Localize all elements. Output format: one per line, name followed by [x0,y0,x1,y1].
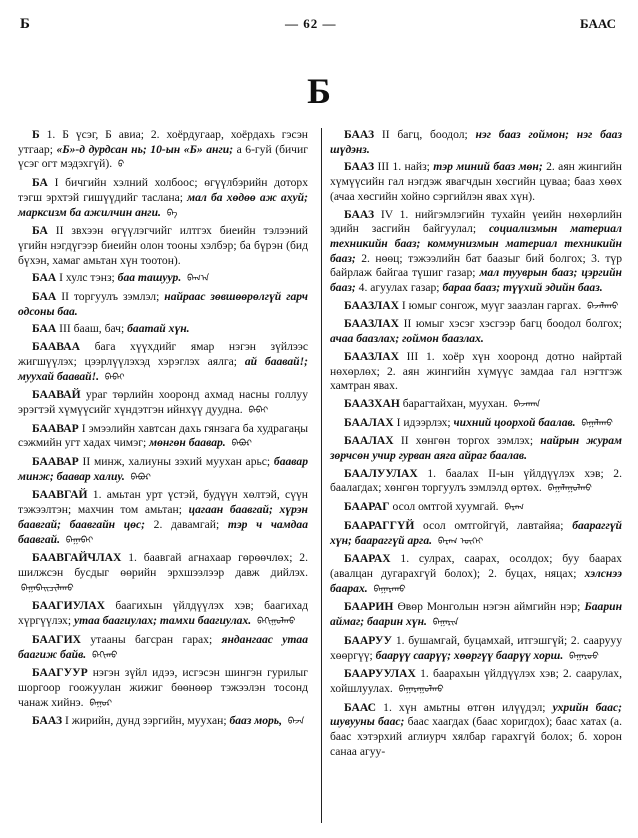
entry-example: тэр ч чамдаа баавгай. [18,517,308,546]
dictionary-entry [18,551,308,596]
dictionary-entry [18,176,308,221]
entry-headword: БААЛАХ [344,415,394,429]
entry-example: бааз морь, [229,714,282,728]
entry-definition: I идээрлэх; [396,415,451,429]
entry-definition: ураг төрлийн хооронд ахмад насны голлуу эрэгтэй хүмүүсийг хүндэтгэн ийнхүү дуудна. [18,388,308,416]
entry-headword: БААВАА [32,340,81,354]
entry-headword: БААЗ [32,714,63,728]
entry-definition: I эмээлийн хавтсан дахь гянзага ба худрагаңы сэжмийн угт хадах чимэг; [18,421,309,450]
entry-example: цагаан баавгай; хүрэн баавгай; баавгайн цөс; [18,503,308,531]
entry-definition-cont: 2. нөөц; тэжээлийн бат баазыг бий болгох; 3. түр байрлаж байгаа түшиг газар; [330,251,622,280]
entry-definition: III бааш, бач; [59,322,125,336]
entry-mongolian-script: ᠪᠠᠪᠠᠢ [104,372,125,383]
entry-mongolian-script: ᠪᠠᠭᠢᠬᠤ [92,650,118,661]
entry-mongolian-script: ᠪᠠᠭᠤᠷ [89,698,112,709]
entry-headword: БААС [344,700,377,714]
dictionary-entry [330,552,622,597]
entry-definition: бага хүүхдийг ямар нэгэн зүйлээс жигшүүлэх; цээрлүүлэхэд хэрэглэх аялга; [18,340,309,368]
entry-example: найрын журам зөрчсөн учир гурван аяга айраг баалав. [330,434,622,463]
dictionary-entry [330,299,622,315]
right-column [330,128,622,762]
entry-example: яндангаас утаа баагиж байв. [18,632,308,661]
entry-mongolian-script: ᠪᠠᠭᠠᠷᠢᠨ [432,618,459,629]
entry-example: тэр миний бааз мөн; [433,160,543,174]
dictionary-entry [18,290,308,319]
dictionary-entry [18,224,308,268]
entry-headword: БААРАГГҮЙ [344,518,415,532]
entry-definition-cont: 4. агуулах газар; [358,281,440,295]
entry-definition: 1. амьтан урт үстэй, будүүн хөлтэй, сүүн тэжээлтэн; махчин том амьтан; [18,488,308,517]
entry-example: ачаа баазлах; гоймон баазлах. [330,332,484,346]
entry-definition: II минж, халиуны зэхий муухан арьс; [82,455,271,469]
entry-definition: барагтайхан, муухан. [402,396,508,410]
entry-definition: 1. баалах II-ын үйлдүүлэх хэв; 2. баалагдах; хөнгөн торгуулъ зэмлэлд өртөх. [330,466,622,495]
entry-mongolian-script: ᠪᠠᠭᠠᠪᠠᠢ [65,535,94,546]
entry-definition-cont: ба бүрэн (бид бүхэн, хамаг амьтан хүн тоотон). [18,238,308,267]
entry-definition: II юмыг хэсэг хэсгээр багц боодол болгох; [403,317,622,331]
entry-definition: I жирийн, дунд зэргийн, муухан; [65,714,227,728]
entry-example: ухрийн баас; шувууны баас; [330,700,623,729]
entry-example: «Б»-д дурдсан нь; 10-ын «Б» анги; [56,142,234,156]
entry-headword: БАА [32,322,57,336]
entry-headword: БААВГАЙЧЛАХ [32,551,122,565]
entry-headword: БААВАЙ [32,388,81,402]
entry-mongolian-script: ᠪᠠᠪᠤᠷ [130,472,151,483]
entry-headword: БААРИН [344,600,394,614]
entry-mongolian-script: ᠪᠠ [166,208,178,219]
dictionary-entry [330,208,622,296]
entry-mongolian-script: ᠪᠠᠭ᠎ᠠ [187,274,210,285]
entry-definition: I юмыг сонгож, муүг заазлан гаргах. [401,298,582,312]
entry-mongolian-script: ᠪᠠᠵᠠᠯᠠᠬᠤ [587,301,619,312]
entry-headword: БААГИХ [32,632,82,646]
entry-mongolian-script: ᠪᠠᠭᠠᠷᠠᠭᠤᠯᠬᠤ [398,684,444,695]
entry-headword: БААЗЛАХ [344,349,399,363]
entry-headword: БААЛАХ [344,434,394,448]
entry-headword: БААВГАЙ [32,488,88,502]
entry-example: хэлснээ баарах. [330,566,622,595]
entry-example: баа ташуур. [117,271,182,285]
dictionary-entry [330,128,622,157]
dictionary-entry [330,600,622,630]
entry-headword: БААЗ [344,128,375,141]
entry-example: Баарин аймаг; баарин хүн. [330,600,622,629]
header-running-word: БААС [580,16,616,31]
entry-headword: БААЗЛАХ [344,298,399,312]
entry-definition: 1. хүн амьтны өтгөн илүүдэл; [383,700,546,714]
entry-headword: БААРУУЛАХ [344,667,416,681]
entry-mongolian-script: ᠪᠠᠵᠠ [287,717,305,728]
entry-mongolian-script: ᠪᠠᠭᠠᠷᠠᠬᠤ [373,584,406,595]
entry-mongolian-script: ᠪᠠᠭᠢᠭᠤᠯᠬᠤ [257,617,296,628]
entry-definition: осол омтгой хуумгай. [392,500,499,514]
dictionary-entry [18,666,308,711]
entry-definition-cont: а 6-гуй (бичиг үсэг огт мэдэхгүй). [18,142,308,171]
entry-example: социализмын материал техникийн бааз; коммунизмын материал техникийн бааз; [330,222,622,265]
entry-example: баавар минж; баавар халиу. [18,455,308,483]
dictionary-entry [330,434,622,463]
entry-example: мал ба хөдөө аж ахуй; марксизм ба ажилчин анги. [18,190,308,219]
dictionary-entry [330,701,622,760]
entry-headword: БАА [32,290,57,304]
entry-definition: II звхээн өгүүлэгчийг илтгэх биеийн тэлээний үгийн нэгдүгээр биеийн олон тооны хэлбэр; [18,224,308,252]
entry-mongolian-script: ᠪᠠᠪᠤᠷ [231,439,252,450]
entry-headword: БАА [32,271,57,285]
dictionary-entry [330,350,622,394]
dictionary-entry [330,467,622,497]
dictionary-entry [330,500,622,516]
page-number: — 62 — [285,16,337,31]
entry-definition-cont: баас хаагдах (баас хоригдох); баас хатах (а. баас хэтэрхий аглиурч хялбар гарахгүй болох; б. хорон санаа агуу- [330,715,622,758]
entry-mongolian-script: ᠪᠠᠭᠠᠷᠤᠤ [569,651,599,662]
entry-headword: БА [32,176,48,190]
dictionary-entry [330,519,622,549]
entry-headword: БААРУУ [344,633,393,647]
entry-definition: III 1. найз; [377,160,430,174]
entry-headword: Б [32,128,40,141]
entry-mongolian-script: ᠪᠠᠵᠠᠬᠠᠨ [513,399,541,410]
dictionary-entry [18,633,308,663]
entry-definition: 1. баавгай агнахаар гөрөөчлөх; 2. шилжсэн бусдыг өөрийн эрхшээлээр давж дийлэх. [18,551,308,579]
dictionary-entry [18,422,308,452]
entry-headword: БААВАР [32,421,79,435]
dictionary-entry [18,322,308,337]
entry-definition-cont: 2. давамгай; [153,517,220,531]
entry-definition: 1. баарахын үйлдүүлэх хэв; 2. саарулах, хойшлуулах. [330,667,622,695]
entry-headword: БААЛУУЛАХ [344,466,418,480]
entry-definition: IV 1. нийгэмлэгийн тухайн үеийн нөхөрлийн эдийн засгийн байгуулал; [330,207,622,236]
entry-definition: нэгэн зүйл идээ, исгэсэн шингэн гурилыг шоргоор гоожуулан жижиг бөөнөөр тэжээлэн тосонд чанаж хийнэ. [18,666,308,709]
dictionary-entry [330,317,622,346]
entry-definition: I хулс тэнз; [59,271,115,285]
entry-example: найраас зөвшөөрөлгүй гарч одсоны баа. [18,290,308,318]
entry-example: мөнгөн баавар. [149,436,226,450]
entry-headword: БААЗЛАХ [344,317,399,331]
entry-definition: I бичгийн хэлний холбоос; өгүүлбэрийн доторх тэгш эрхтэй гишүүдийг таслана; [18,176,308,204]
entry-example: бааpаггүй хүн; баараггүй арга. [330,518,622,547]
entry-definition: утааны багсран гарах; [90,632,213,646]
entry-definition: II торгуулъ зэмлэл; [61,290,160,304]
entry-headword: БААЗ [344,207,375,221]
entry-definition: баагихын үйлдүүлэх хэв; баагихад хүргүүлэх; [18,599,308,628]
entry-example: утаа баагиулах; тамхи баагиулах. [73,614,252,628]
entry-mongolian-script: ᠪᠠᠪᠠᠢ [248,405,269,416]
dictionary-entry [18,340,308,385]
dictionary-entry [18,128,308,173]
page-header [0,16,638,38]
dictionary-entry [18,599,308,629]
dictionary-entry [330,397,622,413]
entry-definition: 1. сулрах, саарах, осолдох; буу баарах (авалцан дугарахгүй болох); 2. буцах, няцах; [330,552,622,580]
entry-example: мал тууврын бааз; цэргийн бааз; [330,266,622,295]
section-heading-letter: Б [307,71,331,111]
entry-definition: 1. Б үсэг, Б авиа; 2. хоёрдугаар, хоёрдахь гэсэн утгаар; [18,128,308,156]
dictionary-entry [18,714,308,730]
entry-definition: III 1. хоёр хүн хооронд дотно найртай нөхөрлөх; 2. аян жингийн хүмүүс замдаа гал нэгтгэж хамтран явах. [330,349,623,393]
entry-definition: II багц, боодол; [381,128,468,141]
dictionary-entry [18,455,308,485]
entry-mongolian-script: ᠪ [118,160,125,171]
entry-example: баарүү саарүү; хөөргүү баарүү хорш. [375,648,564,662]
dictionary-entry [18,388,308,418]
entry-example: чихний цоорхой баалав. [453,415,576,429]
dictionary-entry [330,634,622,664]
entry-headword: БААГИУЛАХ [32,599,106,613]
entry-example: баатай хүн. [127,322,190,336]
entry-headword: БААРАХ [344,552,391,566]
entry-headword: БААВАР [32,455,79,469]
dictionary-entry [330,667,622,697]
entry-example: бараа бааз; түүхий эдийн бааз. [442,281,603,295]
entry-mongolian-script: ᠪᠠᠷᠠᠭ ᠦᠭᠡᠢ [437,536,484,547]
entry-mongolian-script: ᠪᠠᠷᠠᠭ [504,503,525,514]
entry-headword: БААГУУР [32,666,88,680]
dictionary-entry [330,160,622,204]
entry-mongolian-script: ᠪᠠᠭᠠᠪᠠᠢᠴᠢᠯᠠᠬᠤ [21,583,74,594]
left-column [18,128,308,733]
entry-headword: БААЗХАН [344,396,400,410]
entry-definition: 1. бушамгай, буцамхай, итгэшгүй; 2. саарууу хөөргүү; [330,633,622,662]
entry-definition-cont: 2. аян жингийн хүмүүсийн гал нэгдэж явагчдын хөсгийн цуваа; бааз хөөх (ачаа хөсгийн хойно сэргийлэн явах хүн). [330,160,623,203]
dictionary-entry [330,416,622,432]
entry-example: ай баавай!; муухай баавай!. [18,354,308,383]
dictionary-entry [18,488,308,548]
dictionary-entry [18,271,308,287]
header-section-letter: Б [20,16,30,32]
entry-headword: БААРАГ [344,500,390,514]
column-divider [321,128,322,823]
entry-headword: БА [32,224,48,238]
entry-headword: БААЗ [344,160,375,174]
entry-example: нэг бааз гоймон; нэг бааз шүдэнз. [330,128,622,156]
entry-definition: Өвөр Монголын нэгэн аймгийн нэр; [397,600,581,614]
entry-mongolian-script: ᠪᠠᠭᠠᠯᠠᠭᠤᠯᠬᠤ [547,484,592,495]
entry-mongolian-script: ᠪᠠᠭᠠᠯᠠᠬᠤ [581,418,613,429]
entry-definition: осол омтгойгүй, лавтайяа; [423,518,564,532]
entry-definition: II хөнгөн торгох зэмлэх; [400,434,534,448]
